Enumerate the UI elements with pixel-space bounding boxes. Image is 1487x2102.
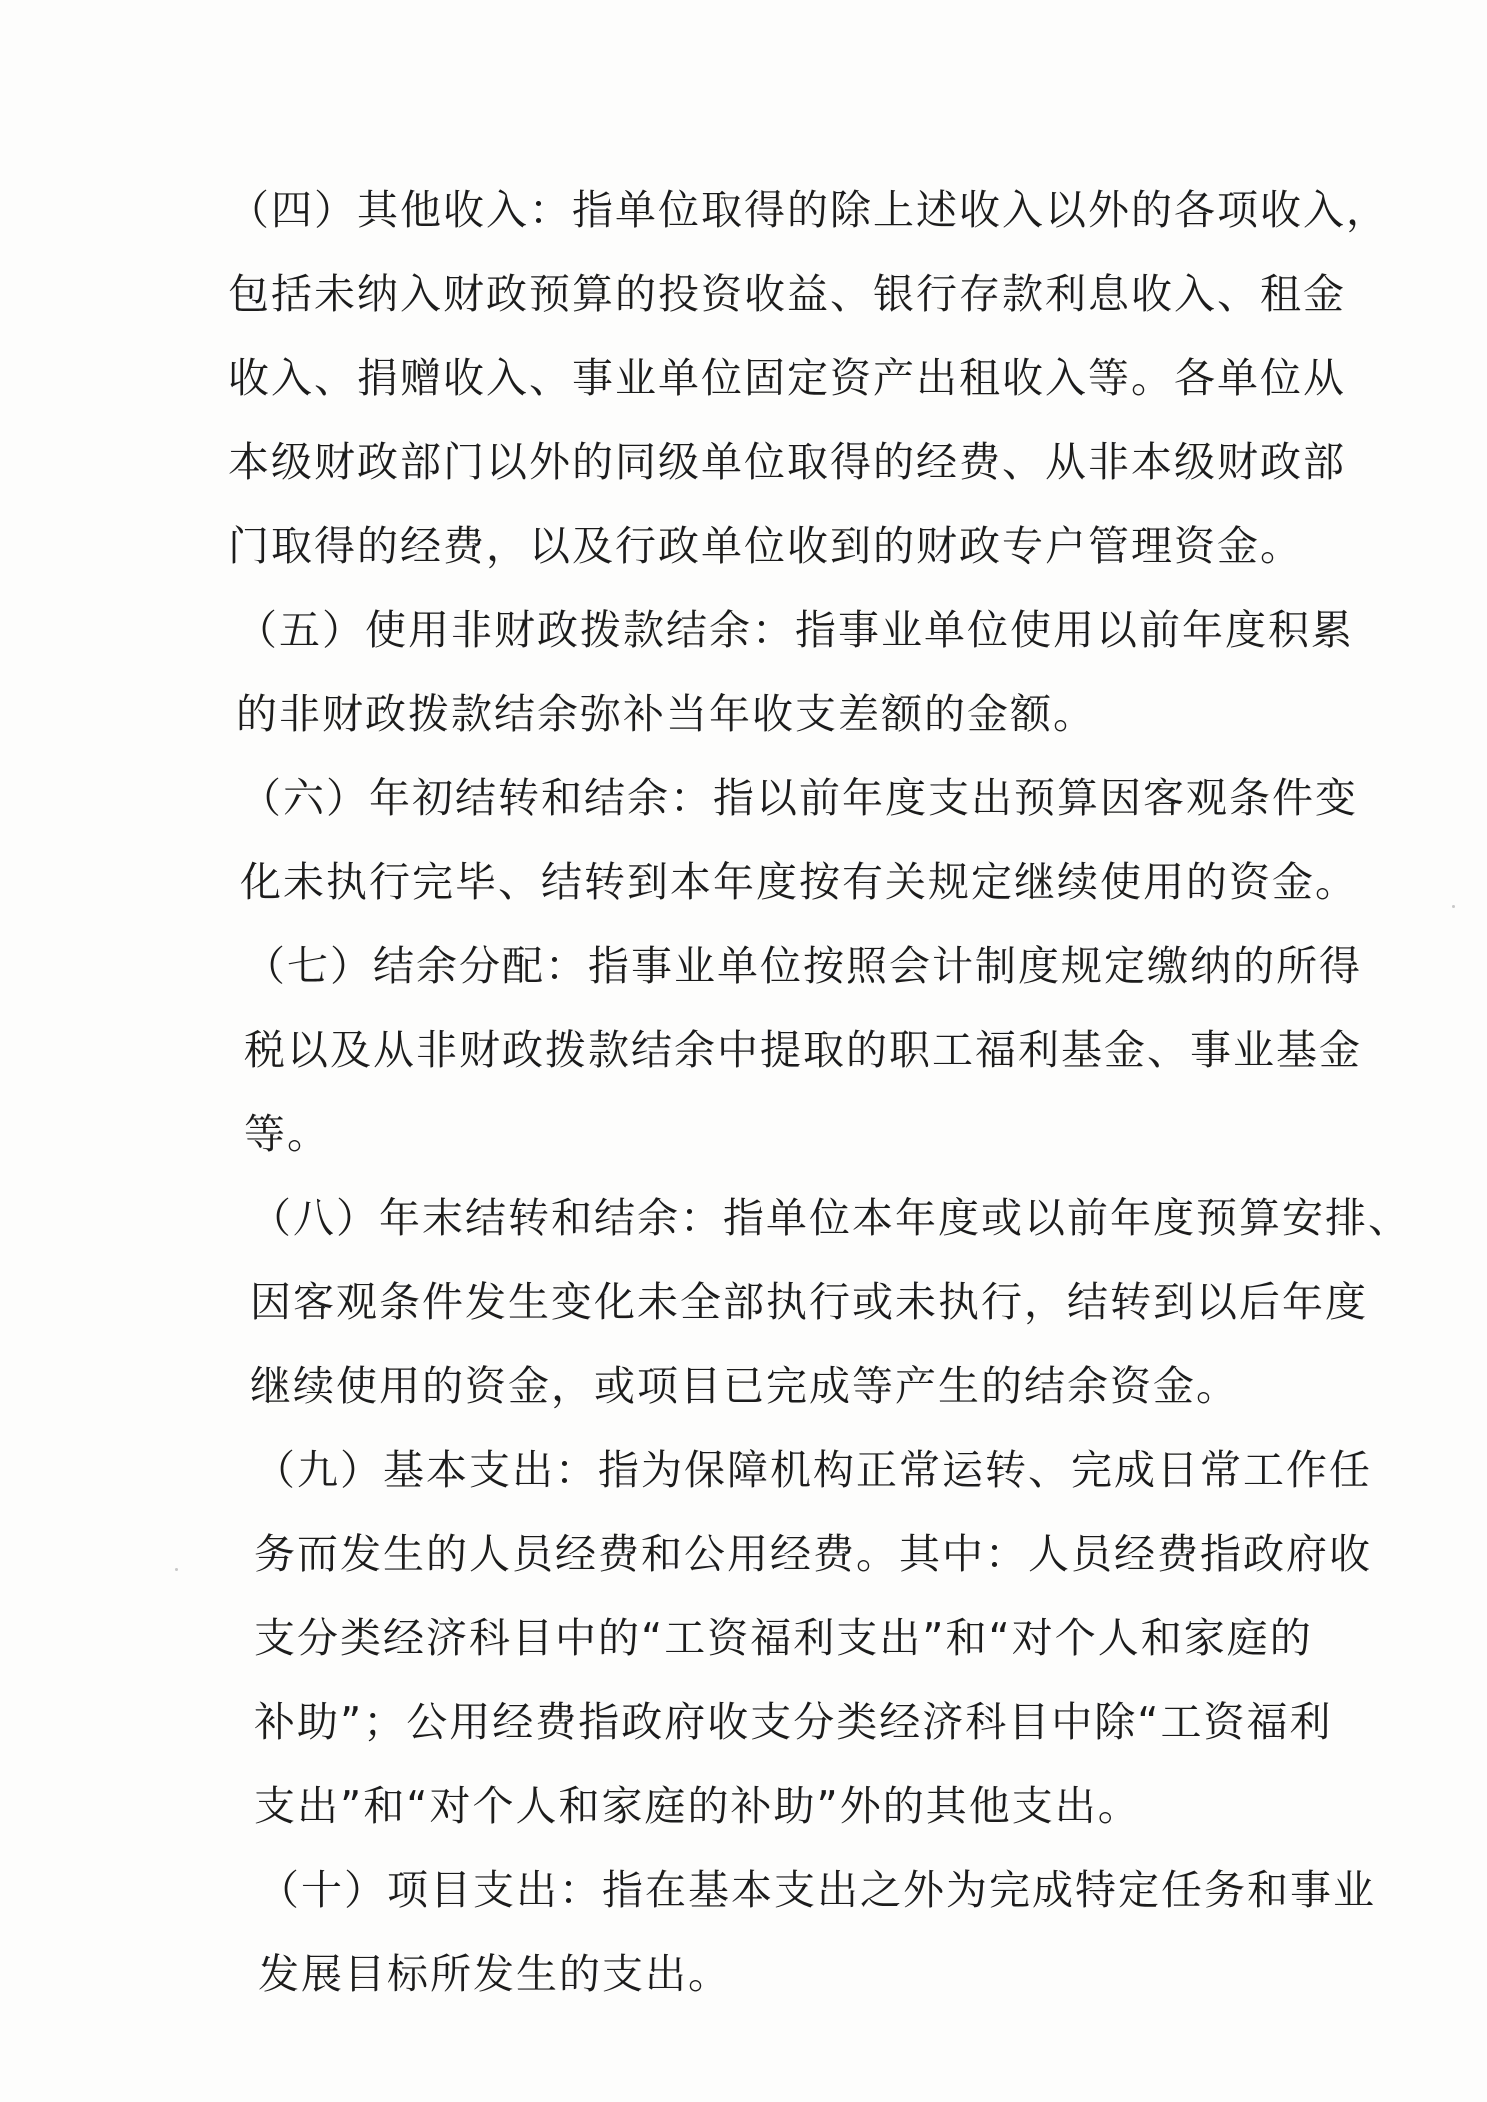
text-line: 的非财政拨款结余弥补当年收支差额的金额。 (236, 690, 1096, 738)
text-line: 补助”；公用经费指政府收支分类经济科目中除“工资福利 (254, 1698, 1333, 1746)
text-line: 税以及从非财政拨款结余中提取的职工福利基金、事业基金 (244, 1026, 1362, 1074)
paragraph-other-income (228, 168, 1389, 588)
text-line: 因客观条件发生变化未全部执行或未执行，结转到以后年度 (250, 1278, 1368, 1326)
scan-speck (1452, 905, 1455, 908)
text-line: （九）基本支出：指为保障机构正常运转、完成日常工作任 (254, 1446, 1372, 1494)
text-line: 继续使用的资金，或项目已完成等产生的结余资金。 (250, 1362, 1239, 1410)
text-line: 支出”和“对个人和家庭的补助”外的其他支出。 (254, 1782, 1141, 1830)
text-line: 包括未纳入财政预算的投资收益、银行存款利息收入、租金 (228, 270, 1346, 318)
text-line: 等。 (244, 1110, 330, 1158)
text-line: 收入、捐赠收入、事业单位固定资产出租收入等。各单位从 (228, 354, 1346, 402)
text-line: （七）结余分配：指事业单位按照会计制度规定缴纳的所得 (244, 942, 1362, 990)
paragraph-beginning-carryover (228, 756, 1358, 924)
text-line: 支分类经济科目中的“工资福利支出”和“对个人和家庭的 (254, 1614, 1313, 1662)
paragraph-project-expenditure (228, 1848, 1376, 2016)
text-line: 门取得的经费，以及行政单位收到的财政专户管理资金。 (228, 522, 1303, 570)
text-line: （四）其他收入：指单位取得的除上述收入以外的各项收入， (228, 186, 1389, 234)
document-body (228, 168, 1411, 2016)
paragraph-year-end-carryover (228, 1176, 1411, 1428)
text-line: （五）使用非财政拨款结余：指事业单位使用以前年度积累 (236, 606, 1354, 654)
text-line: （六）年初结转和结余：指以前年度支出预算因客观条件变 (240, 774, 1358, 822)
paragraph-non-fiscal-surplus-use (228, 588, 1354, 756)
scan-speck (175, 1568, 178, 1571)
text-line: 本级财政部门以外的同级单位取得的经费、从非本级财政部 (228, 438, 1346, 486)
text-line: （八）年末结转和结余：指单位本年度或以前年度预算安排、 (250, 1194, 1411, 1242)
text-line: 发展目标所发生的支出。 (258, 1950, 731, 1998)
text-line: 务而发生的人员经费和公用经费。其中：人员经费指政府收 (254, 1530, 1372, 1578)
text-line: 化未执行完毕、结转到本年度按有关规定继续使用的资金。 (240, 858, 1358, 906)
paragraph-basic-expenditure (228, 1428, 1372, 1848)
paragraph-surplus-distribution (228, 924, 1362, 1176)
text-line: （十）项目支出：指在基本支出之外为完成特定任务和事业 (258, 1866, 1376, 1914)
